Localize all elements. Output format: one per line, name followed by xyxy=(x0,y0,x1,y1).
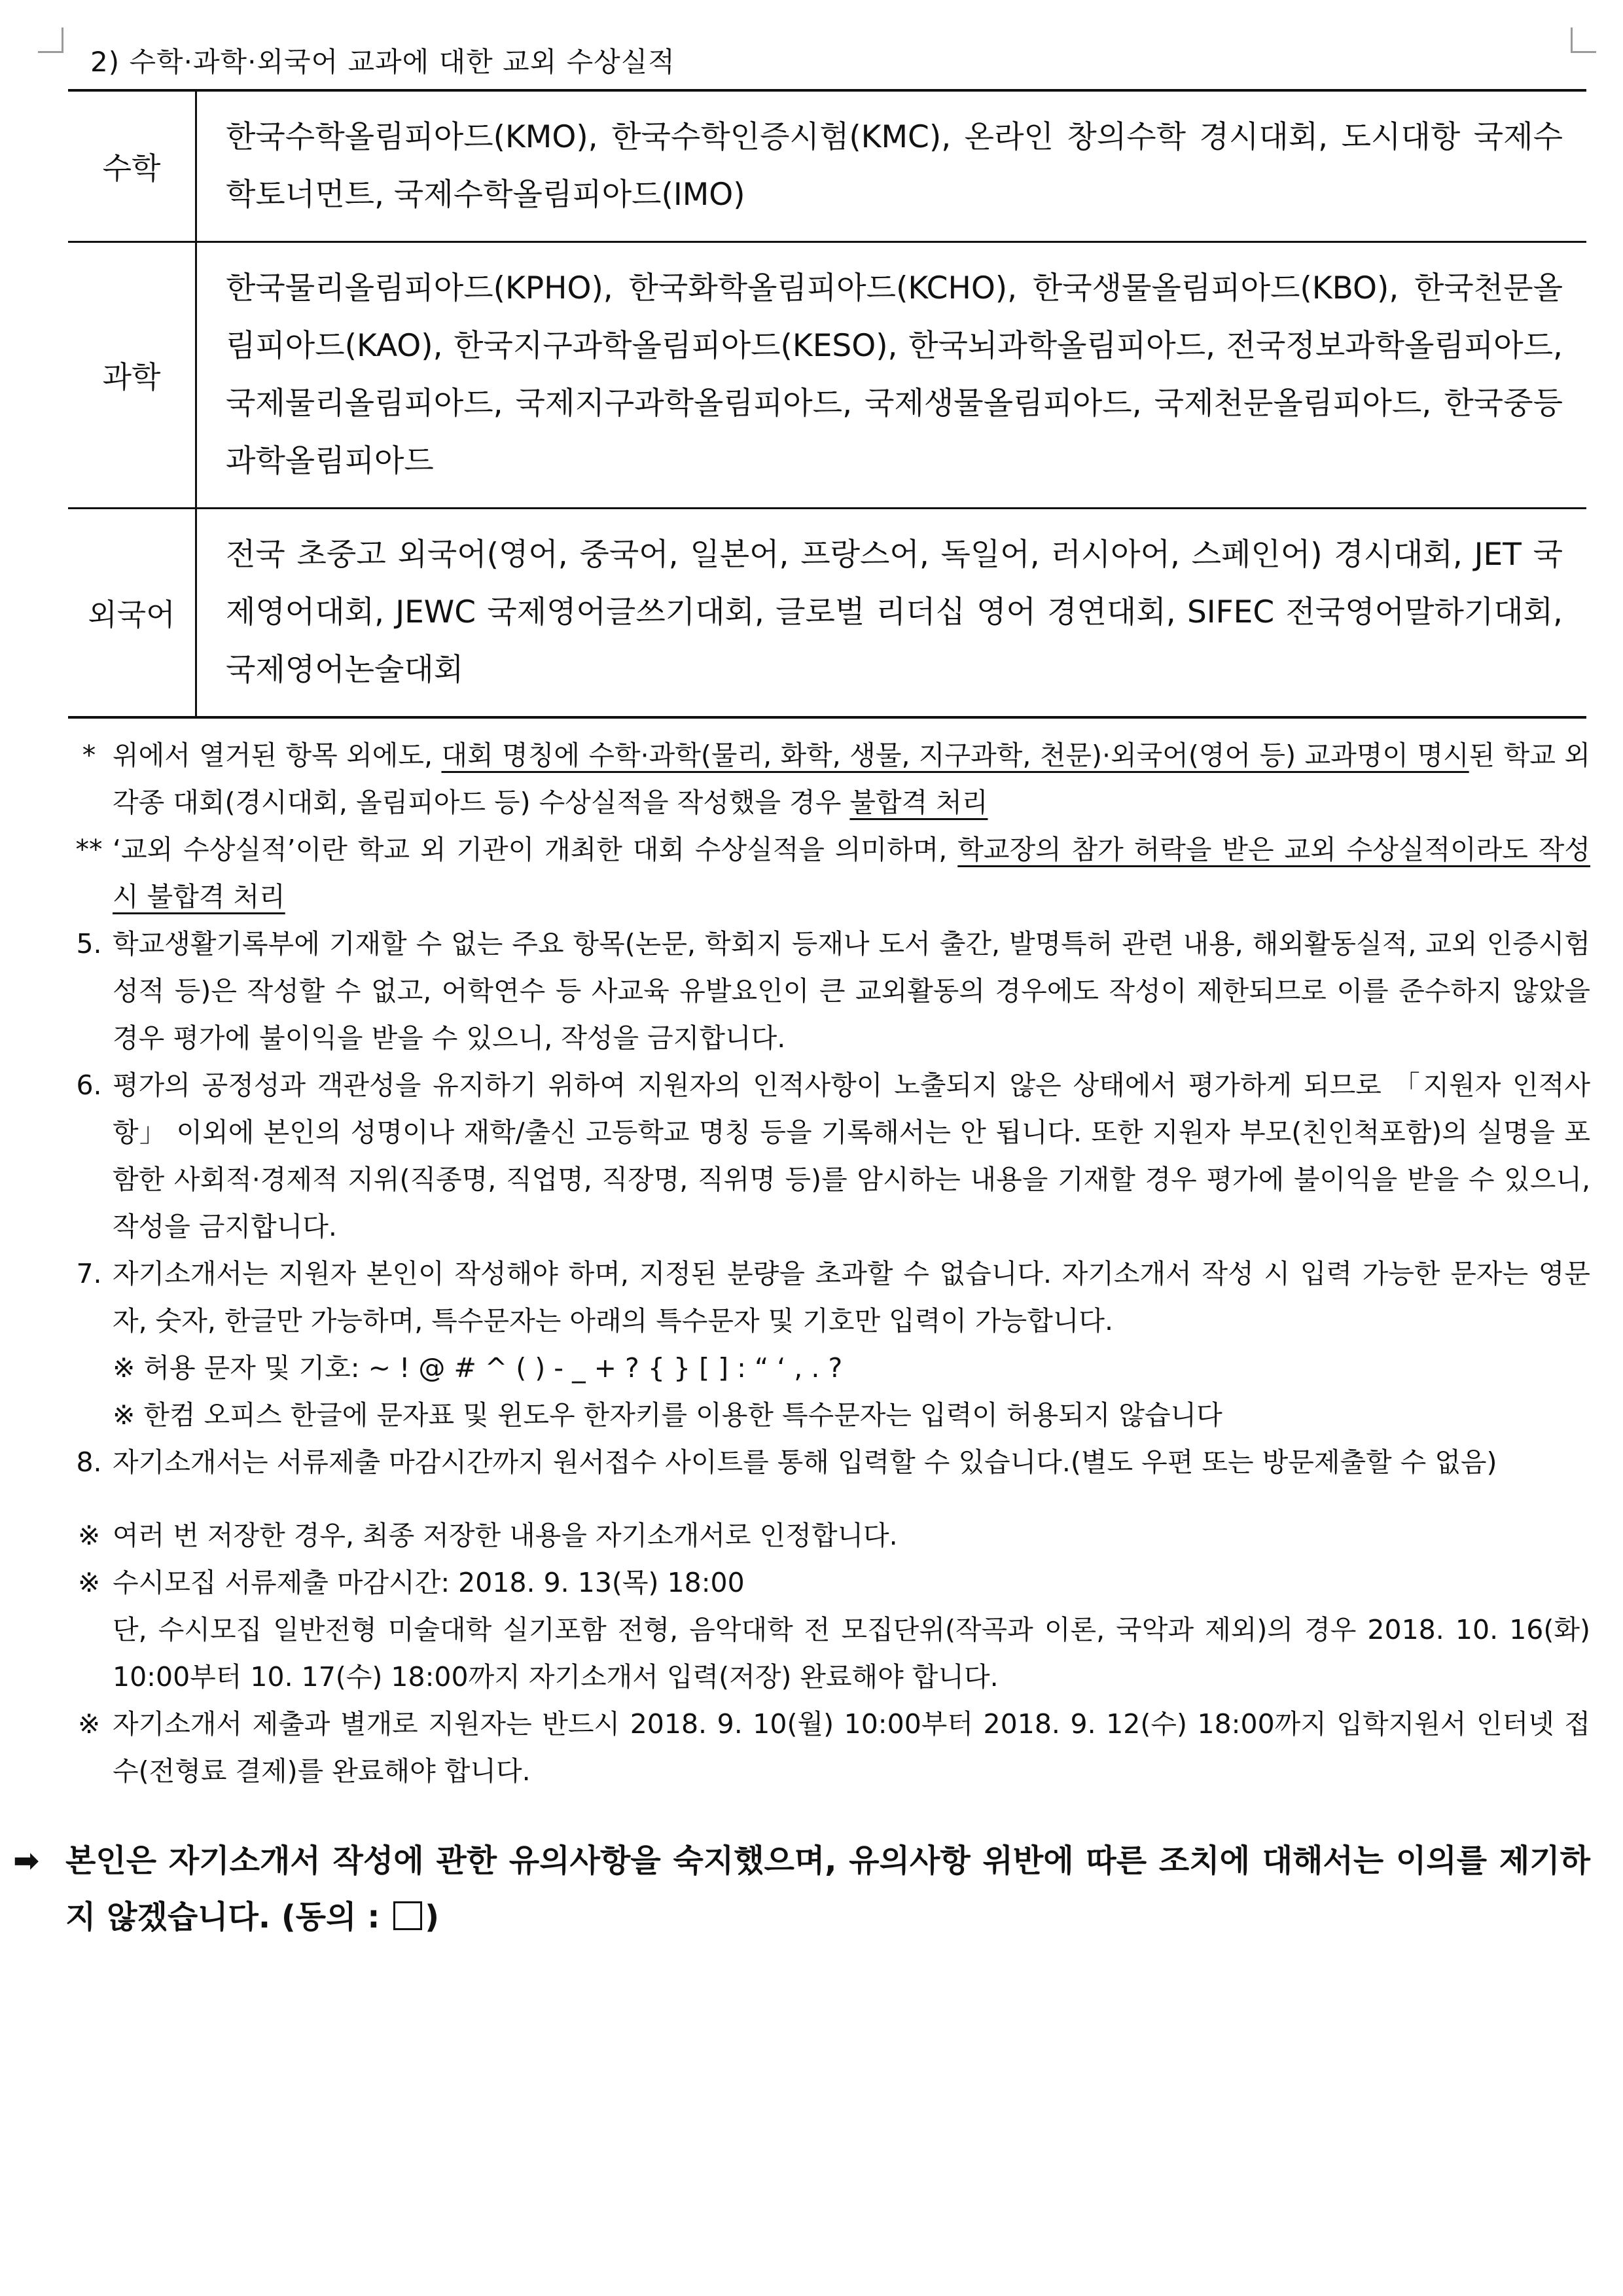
subject-cell: 수학 xyxy=(68,90,196,242)
reference-mark: ※ xyxy=(77,1567,101,1598)
consent-statement xyxy=(13,1833,1590,1945)
consent-text: 본인은 자기소개서 작성에 관한 유의사항을 숙지했으며, 유의사항 위반에 따른 조치에 대해서는 이의를 제기하지 않겠습니다. (동의 : xyxy=(65,1842,1590,1935)
reference-text: 여러 번 저장한 경우, 최종 저장한 내용을 자기소개서로 인정합니다. xyxy=(113,1520,898,1551)
footnote-marker: ** xyxy=(75,834,103,865)
section-heading: 2) 수학·과학·외국어 교과에 대한 교외 수상실적 xyxy=(90,46,675,78)
reference-text: 자기소개서 제출과 별개로 지원자는 반드시 2018. 9. 10(월) 10:00부터 2018. 9. 12(수) 18:00까지 입학지원서 인터넷 접수(전형료 결제)를 완료해야 합니다. xyxy=(113,1708,1590,1787)
crop-mark-top-left xyxy=(38,27,63,53)
arrow-icon: ➡ xyxy=(13,1842,40,1879)
reference-note xyxy=(65,1512,1590,1559)
underlined-text: 불합격 처리 xyxy=(849,787,988,818)
contest-list-cell: 한국물리올림피아드(KPHO), 한국화학올림피아드(KCHO), 한국생물올림피아드(KBO), 한국천문올림피아드(KAO), 한국지구과학올림피아드(KESO), 한국뇌과학올림피아드, 전국정보과학올림피아드, 국제물리올림피아드, 국제지구과학올림피아드, 국제생물올림피아드, 국제천문올림피아드, 한국중등과학올림피아드 xyxy=(196,242,1587,509)
reference-note xyxy=(65,1700,1590,1795)
table-row xyxy=(68,90,1586,242)
underlined-text: 학교장의 참가 허락을 받은 교외 수상실적이라도 작성 시 불합격 처리 xyxy=(113,834,1591,912)
spacer xyxy=(65,1486,1590,1512)
item-text: 학교생활기록부에 기재할 수 없는 주요 항목(논문, 학회지 등재나 도서 출간, 발명특허 관련 내용, 해외활동실적, 교외 인증시험 성적 등)은 작성할 수 없고, 어학연수 등 사교육 유발요인이 큰 교외활동의 경우에도 작성이 제한되므로 이를 준수하지 않았을 경우 평가에 불이익을 받을 수 있으니, 작성을 금지합니다. xyxy=(113,928,1590,1054)
notes-section xyxy=(65,732,1590,1795)
document-page xyxy=(13,34,1591,1945)
reference-text: 수시모집 서류제출 마감시간: 2018. 9. 13(목) 18:00 xyxy=(113,1567,745,1598)
consent-close: ) xyxy=(425,1899,440,1935)
footnote-2 xyxy=(65,826,1590,920)
item-number: 6. xyxy=(76,1069,102,1101)
underlined-text: 대회 명칭에 수학·과학(물리, 화학, 생물, 지구과학, 천문)·외국어(영어 등) 교과명이 명시 xyxy=(441,740,1469,771)
allowed-characters: ※ 허용 문자 및 기호: ~ ! @ # ^ ( ) - _ + ? { } [ ] : “ ‘ , . ? xyxy=(113,1352,843,1384)
footnote-text: 위에서 열거된 항목 외에도, xyxy=(113,740,442,771)
item-text: 평가의 공정성과 객관성을 유지하기 위하여 지원자의 인적사항이 노출되지 않은 상태에서 평가하게 되므로 「지원자 인적사항」 이외에 본인의 성명이나 재학/출신 고등학교 명칭 등을 기록해서는 안 됩니다. 또한 지원자 부모(친인척포함)의 실명을 포함한 사회적·경제적 지위(직종명, 직업명, 직장명, 직위명 등)를 암시하는 내용을 기재할 경우 평가에 불이익을 받을 수 있으니, 작성을 금지합니다. xyxy=(113,1069,1590,1242)
award-table xyxy=(68,89,1586,719)
table-row xyxy=(68,509,1586,718)
reference-mark: ※ xyxy=(77,1708,101,1740)
footnote-marker: * xyxy=(82,740,96,771)
reference-mark: ※ xyxy=(77,1520,101,1551)
footnote-text: 된 학교 외 각종 대회(경시대회, 올림피아드 등) 수상실적을 작성했을 경우 xyxy=(113,740,1590,818)
agree-checkbox[interactable] xyxy=(393,1901,422,1930)
item-text: 자기소개서는 지원자 본인이 작성해야 하며, 지정된 분량을 초과할 수 없습니다. 자기소개서 작성 시 입력 가능한 문자는 영문자, 숫자, 한글만 가능하며, 특수문자는 아래의 특수문자 및 기호만 입력이 가능합니다. xyxy=(113,1258,1590,1336)
special-char-note: ※ 한컴 오피스 한글에 문자표 및 윈도우 한자키를 이용한 특수문자는 입력이 허용되지 않습니다 xyxy=(113,1399,1222,1431)
footnote-1 xyxy=(65,732,1590,826)
item-number: 8. xyxy=(76,1446,102,1478)
item-text: 자기소개서는 서류제출 마감시간까지 원서접수 사이트를 통해 입력할 수 있습니다.(별도 우편 또는 방문제출할 수 없음) xyxy=(113,1446,1497,1478)
list-item xyxy=(65,1439,1590,1486)
footnote-text: ‘교외 수상실적’이란 학교 외 기관이 개최한 대회 수상실적을 의미하며, xyxy=(113,834,958,865)
item-number: 5. xyxy=(76,928,102,960)
subject-cell: 과학 xyxy=(68,242,196,509)
list-item xyxy=(65,920,1590,1062)
contest-list-cell: 한국수학올림피아드(KMO), 한국수학인증시험(KMC), 온라인 창의수학 경시대회, 도시대항 국제수학토너먼트, 국제수학올림피아드(IMO) xyxy=(226,119,1563,213)
contest-list-cell: 전국 초중고 외국어(영어, 중국어, 일본어, 프랑스어, 독일어, 러시아어, 스페인어) 경시대회, JET 국제영어대회, JEWC 국제영어글쓰기대회, 글로벌 리더십 영어 경연대회, SIFEC 전국영어말하기대회, 국제영어논술대회 xyxy=(196,509,1587,718)
reference-continuation: 단, 수시모집 일반전형 미술대학 실기포함 전형, 음악대학 전 모집단위(작곡과 이론, 국악과 제외)의 경우 2018. 10. 16(화) 10:00부터 10. 17(수) 18:00까지 자기소개서 입력(저장) 완료해야 합니다. xyxy=(113,1614,1590,1693)
list-item xyxy=(65,1250,1590,1439)
subject-cell: 외국어 xyxy=(68,509,196,718)
table-row xyxy=(68,242,1586,509)
reference-note xyxy=(65,1559,1590,1700)
item-number: 7. xyxy=(76,1258,102,1289)
list-item xyxy=(65,1062,1590,1250)
